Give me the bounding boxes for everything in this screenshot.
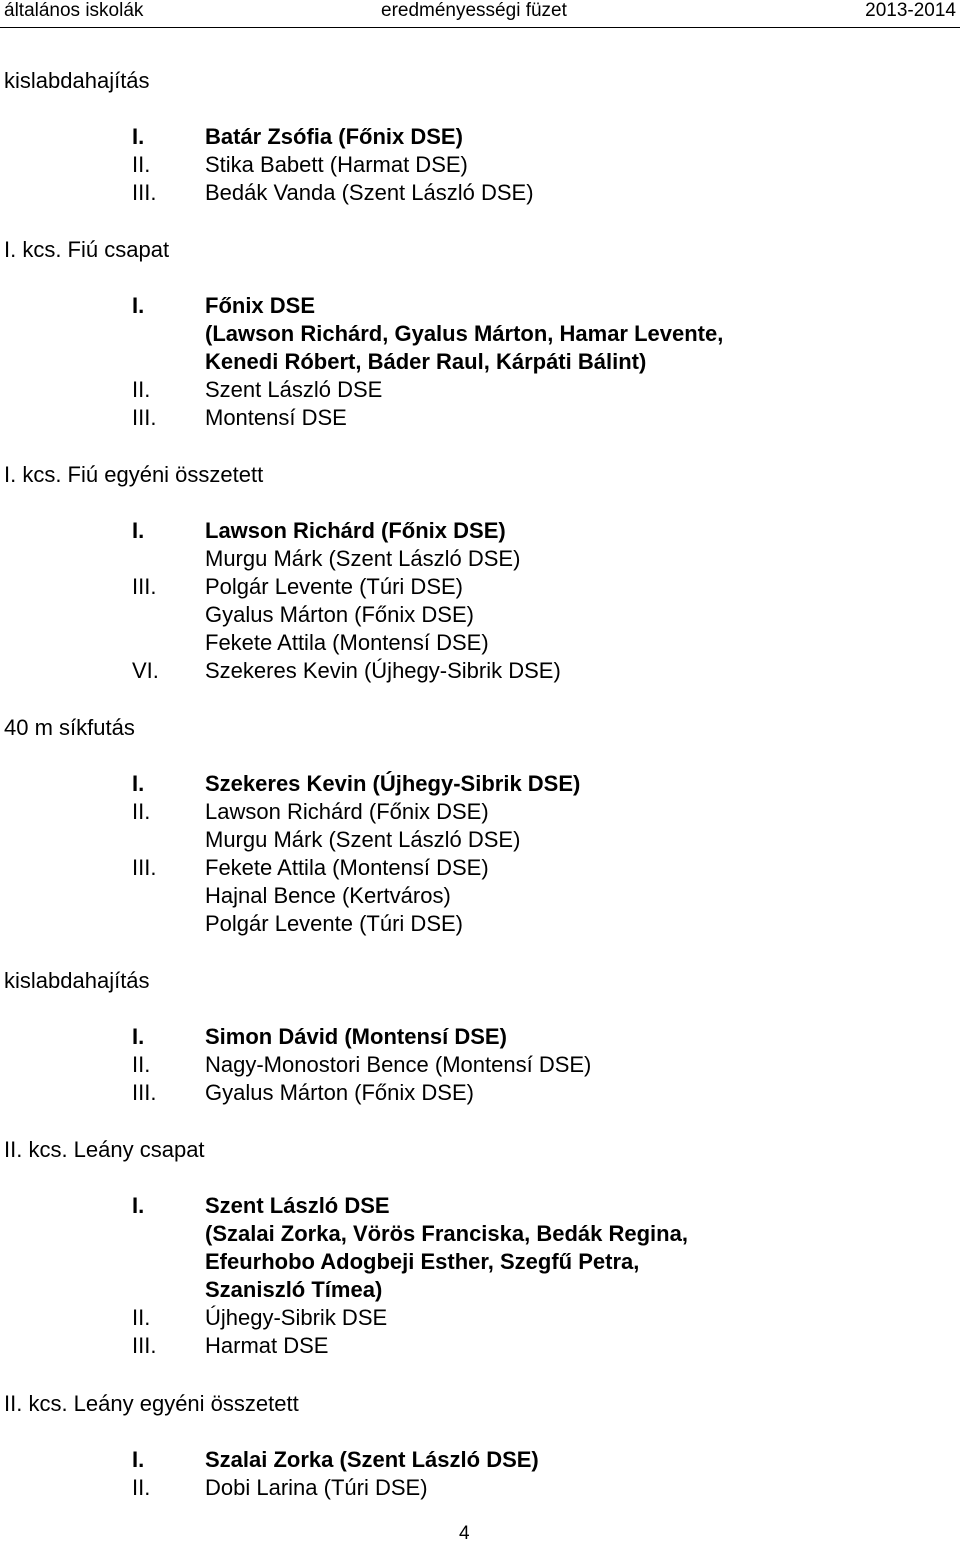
result-entry: Polgár Levente (Túri DSE) <box>205 911 463 936</box>
result-entry: Fekete Attila (Montensí DSE) <box>205 855 489 880</box>
result-entry: Szalai Zorka (Szent László DSE) <box>205 1447 539 1472</box>
rank: III. <box>132 1080 157 1105</box>
result-entry: Hajnal Bence (Kertváros) <box>205 883 451 908</box>
section-title: I. kcs. Fiú egyéni összetett <box>4 462 264 487</box>
result-entry: Szent László DSE <box>205 1193 390 1218</box>
result-entry: Főnix DSE <box>205 293 316 318</box>
result-entry: Szekeres Kevin (Újhegy-Sibrik DSE) <box>205 771 581 796</box>
result-entry: Gyalus Márton (Főnix DSE) <box>205 1080 474 1105</box>
header-rule <box>0 27 960 28</box>
result-entry: Polgár Levente (Túri DSE) <box>205 574 463 599</box>
header-right: 2013-2014 <box>865 0 956 21</box>
section-title: 40 m síkfutás <box>4 715 135 740</box>
rank: III. <box>132 574 157 599</box>
page-header <box>0 0 960 24</box>
rank: I. <box>132 293 145 318</box>
result-entry: Simon Dávid (Montensí DSE) <box>205 1024 507 1049</box>
rank: II. <box>132 799 151 824</box>
result-entry: (Lawson Richárd, Gyalus Márton, Hamar Levente, <box>205 321 724 346</box>
result-entry: Szaniszló Tímea) <box>205 1277 383 1302</box>
result-entry: Murgu Márk (Szent László DSE) <box>205 827 521 852</box>
rank: I. <box>132 771 145 796</box>
rank: II. <box>132 1305 151 1330</box>
rank: III. <box>132 855 157 880</box>
result-entry: Szekeres Kevin (Újhegy-Sibrik DSE) <box>205 658 561 683</box>
header-center: eredményességi füzet <box>381 0 567 21</box>
result-entry: Dobi Larina (Túri DSE) <box>205 1475 428 1500</box>
rank: I. <box>132 518 145 543</box>
section-title: II. kcs. Leány egyéni összetett <box>4 1391 299 1416</box>
result-entry: Lawson Richárd (Főnix DSE) <box>205 518 506 543</box>
result-entry: Murgu Márk (Szent László DSE) <box>205 546 521 571</box>
rank: I. <box>132 1447 145 1472</box>
result-entry: (Szalai Zorka, Vörös Franciska, Bedák Regina, <box>205 1221 688 1246</box>
rank: II. <box>132 1475 151 1500</box>
section-title: kislabdahajítás <box>4 68 150 93</box>
result-entry: Újhegy-Sibrik DSE <box>205 1305 388 1330</box>
result-entry: Fekete Attila (Montensí DSE) <box>205 630 489 655</box>
result-entry: Nagy-Monostori Bence (Montensí DSE) <box>205 1052 592 1077</box>
rank: VI. <box>132 658 159 683</box>
result-entry: Szent László DSE <box>205 377 383 402</box>
result-entry: Kenedi Róbert, Báder Raul, Kárpáti Bálint) <box>205 349 647 374</box>
page-number: 4 <box>459 1523 470 1544</box>
rank: III. <box>132 405 157 430</box>
header-left: általános iskolák <box>4 0 144 21</box>
result-entry: Bedák Vanda (Szent László DSE) <box>205 180 534 205</box>
result-entry: Harmat DSE <box>205 1333 329 1358</box>
result-entry: Lawson Richárd (Főnix DSE) <box>205 799 489 824</box>
result-entry: Stika Babett (Harmat DSE) <box>205 152 468 177</box>
rank: I. <box>132 124 145 149</box>
result-entry: Gyalus Márton (Főnix DSE) <box>205 602 474 627</box>
rank: I. <box>132 1193 145 1218</box>
result-entry: Batár Zsófia (Főnix DSE) <box>205 124 463 149</box>
section-title: kislabdahajítás <box>4 968 150 993</box>
section-title: I. kcs. Fiú csapat <box>4 237 170 262</box>
result-entry: Montensí DSE <box>205 405 347 430</box>
rank: II. <box>132 152 151 177</box>
rank: III. <box>132 1333 157 1358</box>
result-entry: Efeurhobo Adogbeji Esther, Szegfű Petra, <box>205 1249 640 1274</box>
section-title: II. kcs. Leány csapat <box>4 1137 205 1162</box>
rank: II. <box>132 377 151 402</box>
rank: II. <box>132 1052 151 1077</box>
rank: III. <box>132 180 157 205</box>
rank: I. <box>132 1024 145 1049</box>
